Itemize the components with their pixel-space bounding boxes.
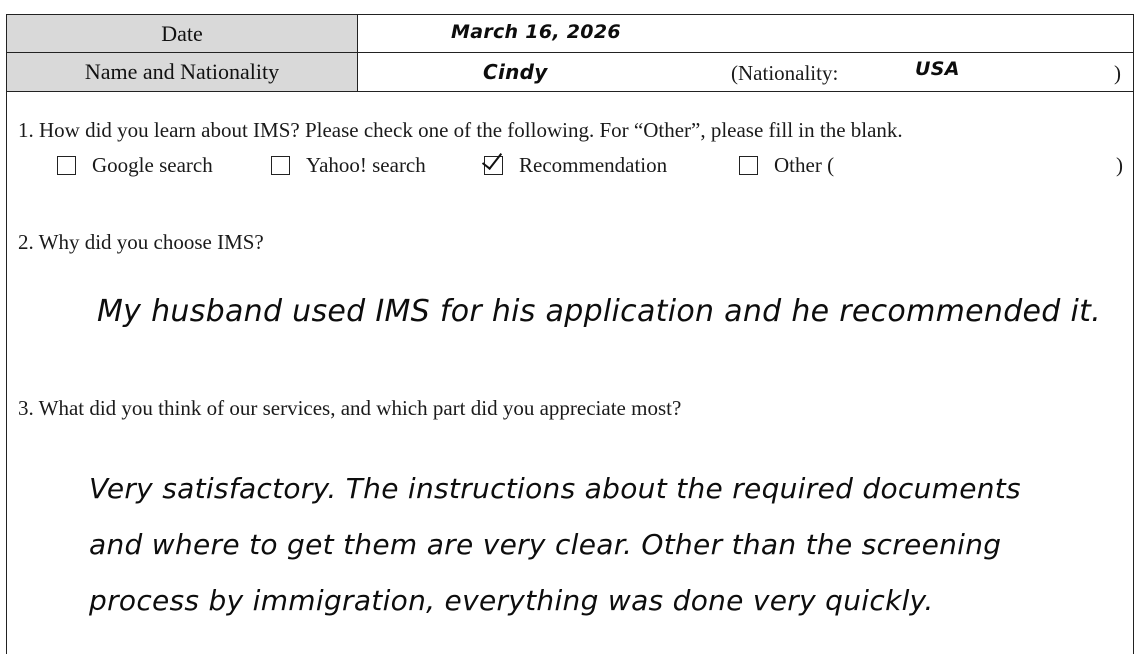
checkbox-google-search[interactable] bbox=[57, 156, 76, 175]
option-yahoo-search-label: Yahoo! search bbox=[306, 153, 426, 177]
date-handwritten-value: March 16, 2026 bbox=[451, 21, 621, 43]
survey-form bbox=[6, 14, 1134, 654]
option-google-search[interactable] bbox=[57, 153, 213, 178]
option-other[interactable] bbox=[739, 153, 834, 178]
answer-3-handwritten-line-1: Very satisfactory. The instructions about the required documents bbox=[89, 472, 1021, 505]
question-1: 1. How did you learn about IMS? Please check one of the following. For “Other”, please fill in the blank. bbox=[18, 118, 903, 142]
option-other-label: Other ( bbox=[774, 153, 835, 177]
checkbox-yahoo-search[interactable] bbox=[271, 156, 290, 175]
answer-3-handwritten-line-2: and where to get them are very clear. Other than the screening bbox=[89, 528, 1002, 561]
option-recommendation-label: Recommendation bbox=[519, 153, 668, 177]
date-field[interactable] bbox=[359, 15, 1133, 53]
nationality-close-paren: ) bbox=[1114, 61, 1121, 85]
checkbox-recommendation-checked[interactable] bbox=[484, 156, 503, 175]
question-3: 3. What did you think of our services, and which part did you appreciate most? bbox=[18, 396, 682, 420]
option-yahoo-search[interactable] bbox=[271, 153, 426, 178]
option-recommendation[interactable] bbox=[484, 153, 667, 178]
name-label: Name and Nationality bbox=[7, 53, 358, 91]
name-handwritten-value: Cindy bbox=[483, 60, 548, 84]
answer-2-handwritten: My husband used IMS for his application and he recommended it. bbox=[97, 294, 1102, 329]
nationality-label: (Nationality: bbox=[731, 61, 839, 85]
checkbox-other[interactable] bbox=[739, 156, 758, 175]
question-1-options bbox=[57, 153, 1127, 185]
option-google-search-label: Google search bbox=[92, 153, 213, 177]
date-label: Date bbox=[7, 15, 358, 53]
nationality-handwritten-value: USA bbox=[915, 58, 960, 80]
name-field[interactable] bbox=[359, 53, 1133, 91]
option-other-close-paren: ) bbox=[1116, 153, 1123, 177]
name-row bbox=[7, 52, 1133, 92]
question-2: 2. Why did you choose IMS? bbox=[18, 230, 264, 254]
date-row bbox=[7, 14, 1133, 53]
answer-3-handwritten-line-3: process by immigration, everything was done very quickly. bbox=[89, 584, 934, 617]
